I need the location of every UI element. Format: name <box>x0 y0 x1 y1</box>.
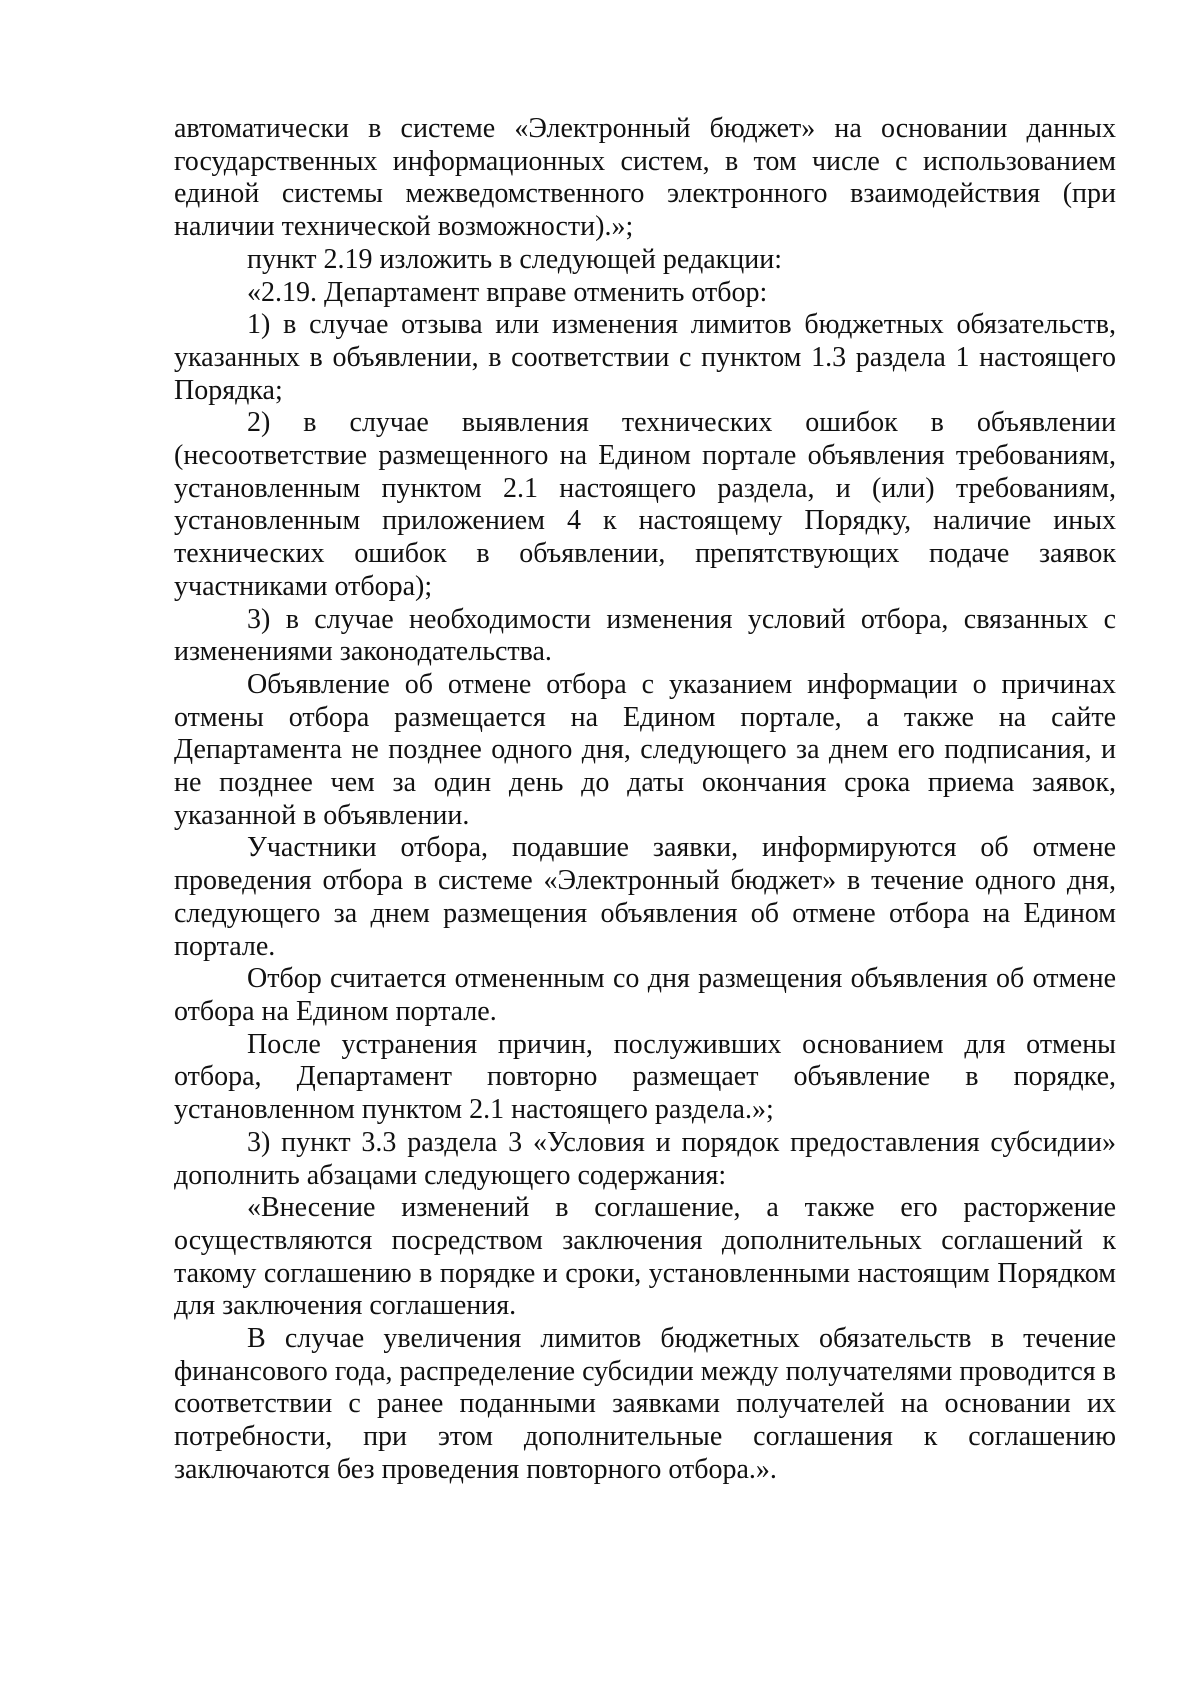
paragraph-item-3-3-intro: 3) пункт 3.3 раздела 3 «Условия и порядок предоставления субсидии» дополнить абзацами следующего содержания: <box>174 1126 1116 1191</box>
paragraph-cancel-effective: Отбор считается отмененным со дня размещения объявления об отмене отбора на Едином портале. <box>174 963 1116 1027</box>
paragraph-limits-increase: В случае увеличения лимитов бюджетных обязательств в течение финансового года, распределение субсидии между получателями проводится в соответствии с ранее поданными заявками получателей на основании их потребности, при этом дополнительные соглашения к соглашению заключаются без проведения повторного отбора.». <box>174 1323 1116 1485</box>
paragraph-continuation: автоматически в системе «Электронный бюджет» на основании данных государственных информационных систем, в том числе с использованием единой системы межведомственного электронного взаимодействия (при наличии технической возможности).»; <box>174 113 1116 243</box>
paragraph-reason-2: 2) в случае выявления технических ошибок в объявлении (несоответствие размещенного на Едином портале объявления требованиям, установленным пунктом 2.1 настоящего раздела, и (или) требованиям, установленным приложением 4 к настоящему Порядку, наличие иных технических ошибок в объявлении, препятствующих подаче заявок участниками отбора); <box>174 407 1116 602</box>
paragraph-agreement-changes: «Внесение изменений в соглашение, а также его расторжение осуществляются посредством заключения дополнительных соглашений к такому соглашению в порядке и сроки, установленными настоящим Порядком для заключения соглашения. <box>174 1192 1116 1322</box>
paragraph-reason-1: 1) в случае отзыва или изменения лимитов бюджетных обязательств, указанных в объявлении, в соответствии с пунктом 1.3 раздела 1 настоящего Порядка; <box>174 309 1116 406</box>
document-body <box>174 113 1116 1487</box>
paragraph-item-2-19-intro: пункт 2.19 изложить в следующей редакции: <box>247 243 782 275</box>
paragraph-cancel-announcement: Объявление об отмене отбора с указанием информации о причинах отмены отбора размещается на Едином портале, а также на сайте Департамента не позднее одного дня, следующего за днем его подписания, и не позднее чем за один день до даты окончания срока приема заявок, указанной в объявлении. <box>174 668 1116 831</box>
paragraph-reason-3: 3) в случае необходимости изменения условий отбора, связанных с изменениями законодательства. <box>174 603 1116 668</box>
paragraph-repeat-announcement: После устранения причин, послуживших основанием для отмены отбора, Департамент повторно размещает объявление в порядке, установленном пунктом 2.1 настоящего раздела.»; <box>174 1028 1116 1126</box>
paragraph-2-19-heading: «2.19. Департамент вправе отменить отбор: <box>247 276 768 308</box>
paragraph-participants-notice: Участники отбора, подавшие заявки, информируются об отмене проведения отбора в системе «Электронный бюджет» в течение одного дня, следующего за днем размещения объявления об отмене отбора на Едином портале. <box>174 832 1116 962</box>
